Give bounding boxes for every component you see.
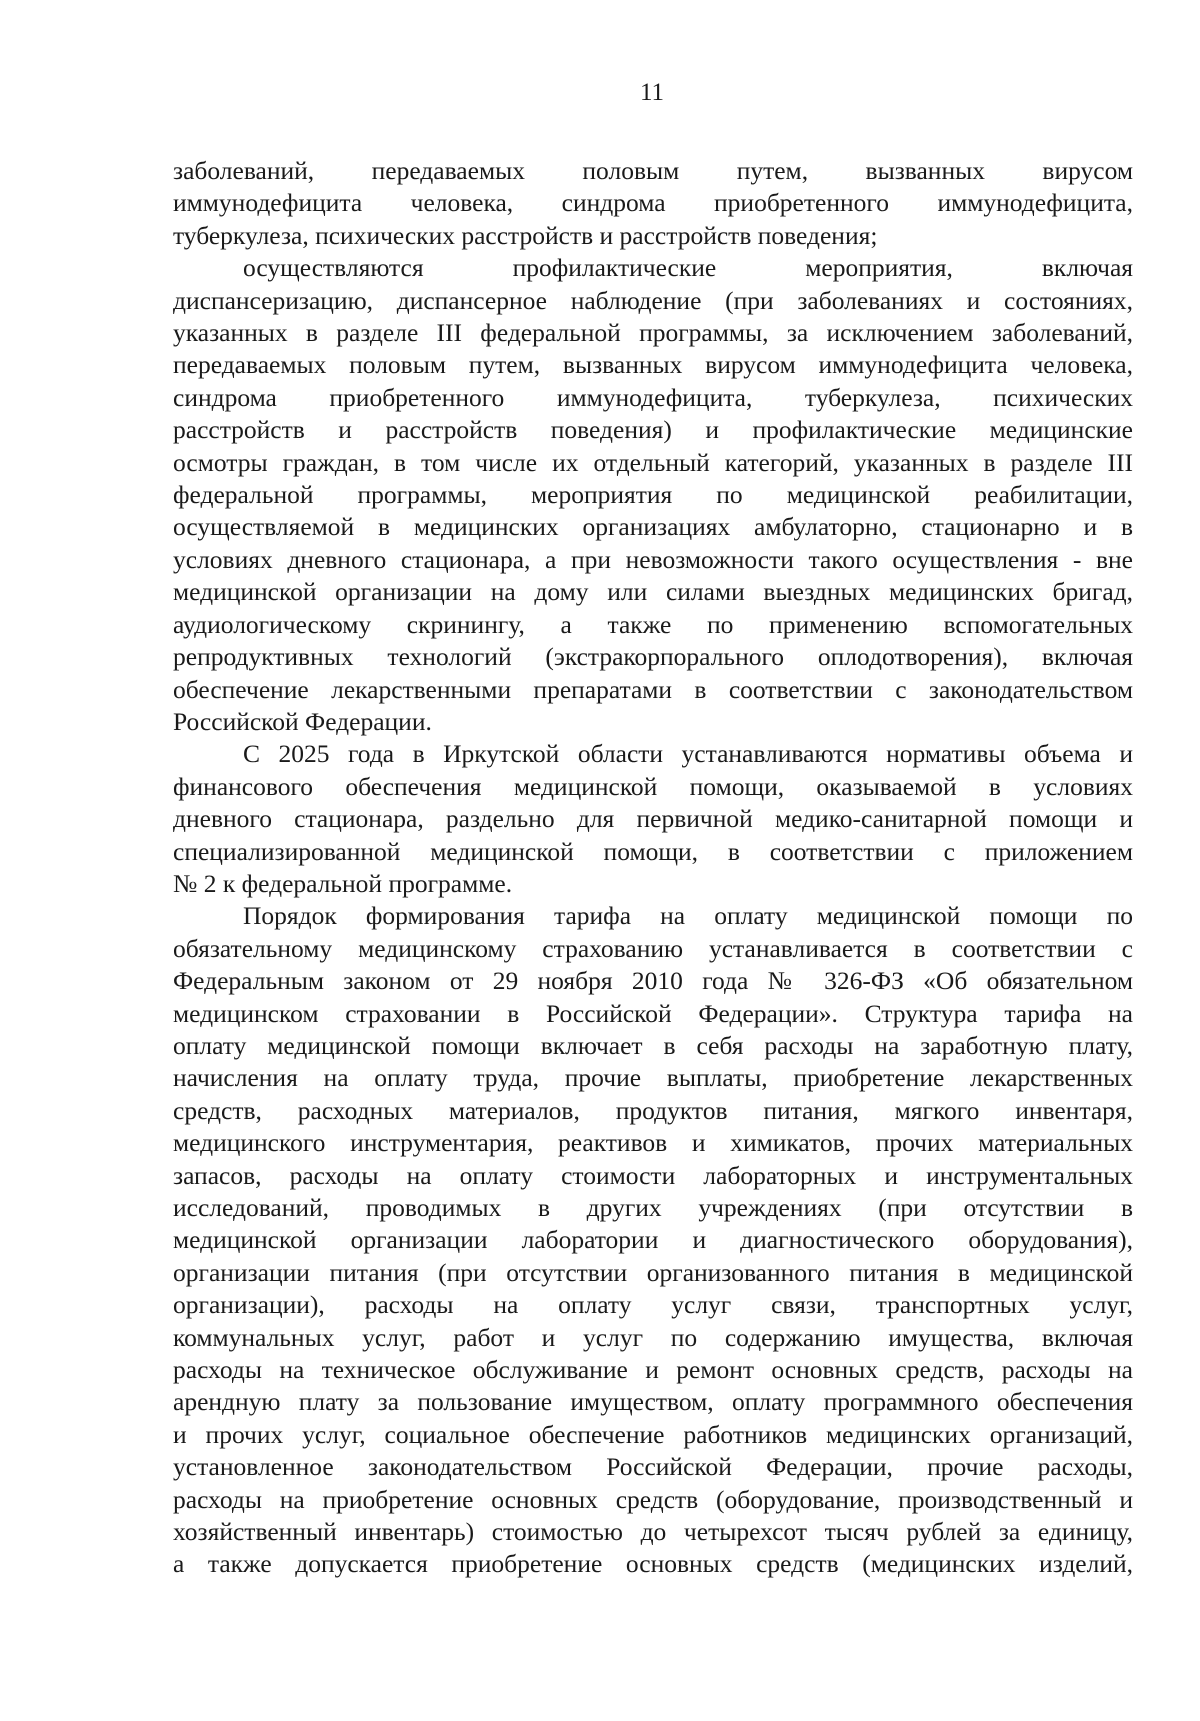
text-line: арендную плату за пользование имуществом, оплату программного обеспечения [173, 1387, 1133, 1417]
text-line: финансового обеспечения медицинской помощи, оказываемой в условиях [173, 771, 1133, 801]
text-line: № 2 к федеральной программе. [173, 868, 513, 898]
text-line: организации), расходы на оплату услуг связи, транспортных услуг, [173, 1290, 1133, 1320]
text-line: аудиологическому скринингу, а также по применению вспомогательных [173, 609, 1133, 639]
text-line: медицинского инструментария, реактивов и химикатов, прочих материальных [173, 1128, 1133, 1158]
text-line: запасов, расходы на оплату стоимости лабораторных и инструментальных [173, 1160, 1133, 1190]
text-line: федеральной программы, мероприятия по медицинской реабилитации, [173, 480, 1133, 510]
text-line: Российской Федерации. [173, 706, 432, 736]
text-line: туберкулеза, психических расстройств и расстройств поведения; [173, 220, 878, 250]
paragraph [173, 155, 1133, 252]
text-line: медицинском страховании в Российской Федерации». Структура тарифа на [173, 998, 1133, 1028]
text-line: передаваемых половым путем, вызванных вирусом иммунодефицита человека, [173, 350, 1133, 380]
text-line: заболеваний, передаваемых половым путем, вызванных вирусом [173, 156, 1133, 185]
text-line: коммунальных услуг, работ и услуг по содержанию имущества, включая [173, 1322, 1133, 1352]
text-line: С 2025 года в Иркутской области устанавливаются нормативы объема и [243, 739, 1133, 769]
text-line: оплату медицинской помощи включает в себя расходы на заработную плату, [173, 1030, 1133, 1060]
text-line: начисления на оплату труда, прочие выплаты, приобретение лекарственных [173, 1063, 1133, 1093]
text-line: медицинской организации на дому или силами выездных медицинских бригад, [173, 577, 1133, 607]
text-line: установленное законодательством Российской Федерации, прочие расходы, [173, 1452, 1133, 1482]
text-line: хозяйственный инвентарь) стоимостью до четырехсот тысяч рублей за единицу, [173, 1517, 1133, 1547]
text-line: медицинской организации лаборатории и диагностического оборудования), [173, 1225, 1133, 1255]
text-line: а также допускается приобретение основных средств (медицинских изделий, [173, 1549, 1133, 1579]
text-line: дневного стационара, раздельно для первичной медико-санитарной помощи и [173, 804, 1133, 834]
text-line: средств, расходных материалов, продуктов питания, мягкого инвентаря, [173, 1095, 1133, 1125]
text-line: обязательному медицинскому страхованию устанавливается в соответствии с [173, 933, 1133, 963]
text-line: Порядок формирования тарифа на оплату медицинской помощи по [243, 901, 1133, 931]
text-line: указанных в разделе III федеральной программы, за исключением заболеваний, [173, 318, 1133, 348]
text-line: исследований, проводимых в других учреждениях (при отсутствии в [173, 1193, 1133, 1222]
text-line: диспансеризацию, диспансерное наблюдение (при заболеваниях и состояниях, [173, 285, 1133, 315]
paragraph [173, 738, 1133, 900]
text-line: условиях дневного стационара, а при невозможности такого осуществления - вне [173, 544, 1133, 574]
text-line: организации питания (при отсутствии организованного питания в медицинской [173, 1257, 1133, 1287]
document-body [173, 155, 1133, 1581]
text-line: расходы на техническое обслуживание и ремонт основных средств, расходы на [173, 1355, 1133, 1385]
text-line: расходы на приобретение основных средств (оборудование, производственный и [173, 1484, 1133, 1514]
text-line: иммунодефицита человека, синдрома приобретенного иммунодефицита, [173, 188, 1133, 218]
text-line: специализированной медицинской помощи, в соответствии с приложением [173, 836, 1133, 866]
paragraph [173, 900, 1133, 1581]
text-line: осмотры граждан, в том числе их отдельный категорий, указанных в разделе III [173, 447, 1133, 477]
text-line: и прочих услуг, социальное обеспечение работников медицинских организаций, [173, 1419, 1133, 1449]
text-line: синдрома приобретенного иммунодефицита, туберкулеза, психических [173, 382, 1133, 412]
text-line: осуществляются профилактические мероприятия, включая [243, 253, 1133, 283]
text-line: репродуктивных технологий (экстракорпорального оплодотворения), включая [173, 642, 1133, 672]
paragraph [173, 252, 1133, 738]
page-number: 11 [639, 79, 665, 106]
text-line: Федеральным законом от 29 ноября 2010 года № 326-ФЗ «Об обязательном [173, 966, 1133, 996]
text-line: осуществляемой в медицинских организациях амбулаторно, стационарно и в [173, 512, 1133, 542]
text-line: обеспечение лекарственными препаратами в соответствии с законодательством [173, 674, 1133, 704]
text-line: расстройств и расстройств поведения) и профилактические медицинские [173, 415, 1133, 445]
